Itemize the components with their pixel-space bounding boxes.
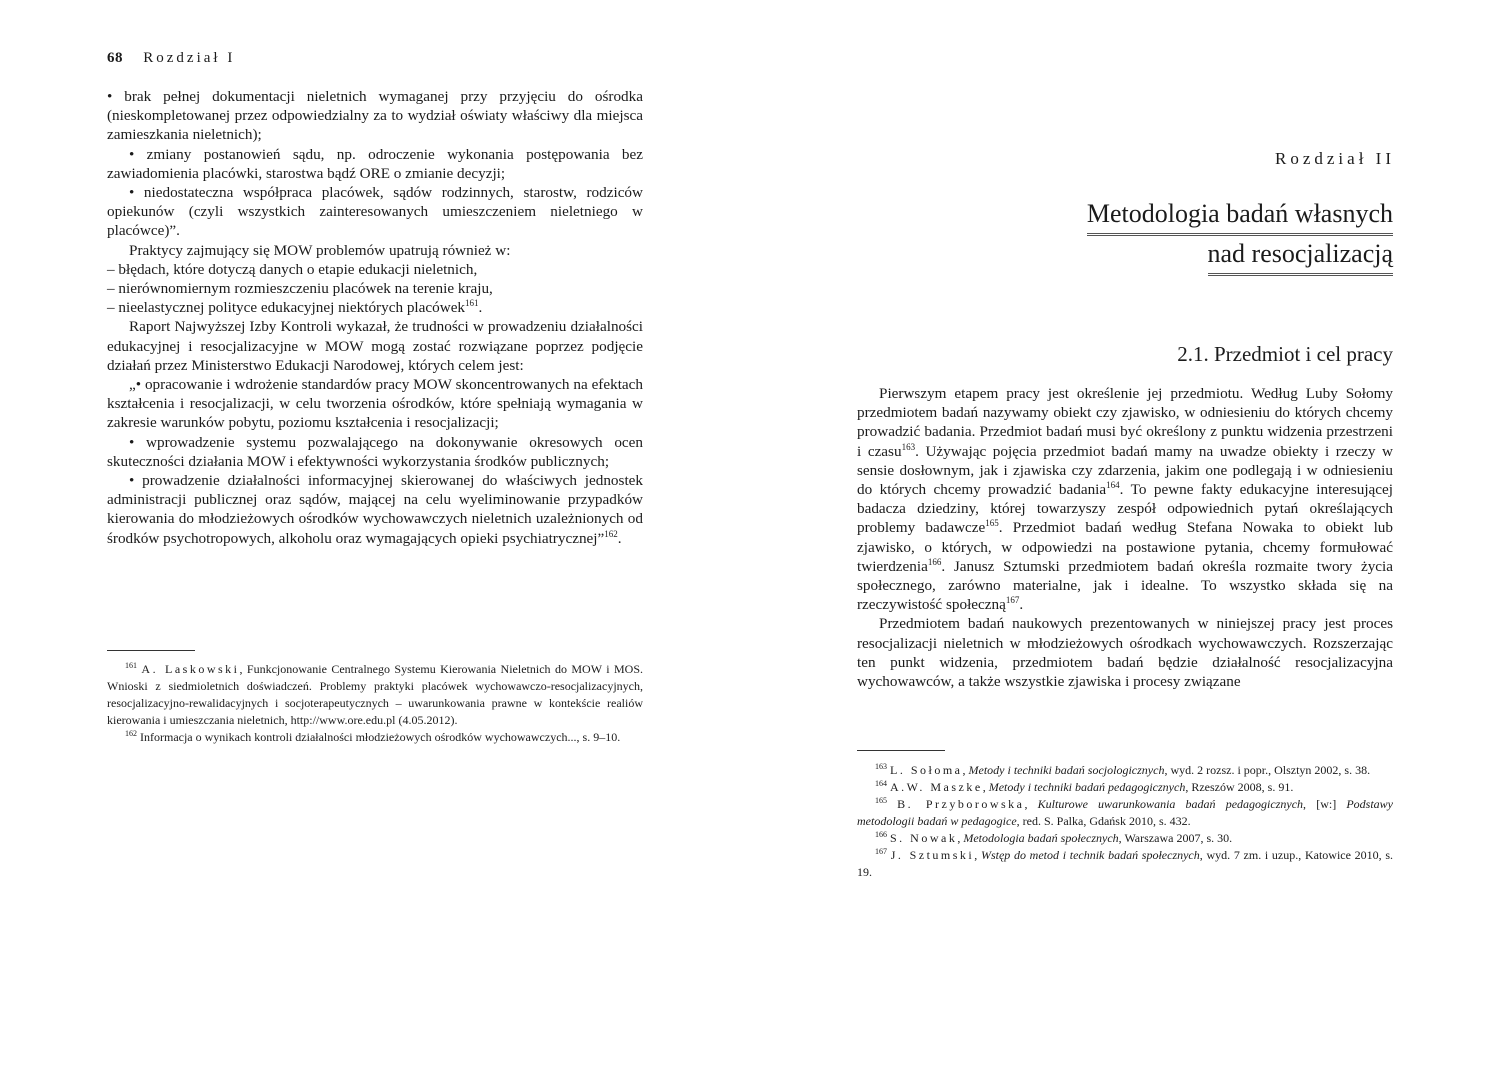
right-body-text: [857, 384, 1393, 691]
footnote-text: , Metody i techniki badań socjologicznych, wyd. 2 rozsz. i popr., Olsztyn 2002, s. 38.: [962, 763, 1371, 777]
chapter-title: [1087, 196, 1393, 276]
footnote-number: 161: [125, 661, 137, 670]
footnote-number: 164: [875, 779, 887, 788]
paragraph-text: – nieelastycznej polityce edukacyjnej niektórych placówek: [107, 299, 466, 317]
right-page: [750, 0, 1500, 1066]
paragraph: [107, 145, 643, 183]
paragraph: • prowadzenie działalności informacyjnej skierowanej do właściwych jednostek administracji publicznej oraz sądów, mającej na celu wyeliminowanie przypadków kierowania do młodzieżowych ośrodków wychowawczych nieletnich uzależnionych od środków psychotropowych, alkoholu oraz wymagających opieki psychiatrycznej”$^{162}$.: [107, 472, 643, 547]
paragraph-text: • zmiany postanowień sądu, np. odroczenie wykonania postępowania bez zawiadomienia placówki, starostwa bądź ORE o zmianie decyzji;: [107, 145, 643, 182]
paragraph: [107, 279, 643, 298]
footnote-number: 166: [875, 830, 887, 839]
paragraph: [107, 433, 643, 471]
paragraph-text: „• opracowanie i wdrożenie standardów pracy MOW skoncentrowanych na efektach kształcenia i resocjalizacji, w celu tworzenia ośrodków, które spełniają wymagania w zakresie warunków pobytu, poziomu kształcenia i resocjalizacji;: [107, 376, 643, 432]
footnote: $^{161}$ A. Laskowski, Funkcjonowanie Centralnego Systemu Kierowania Nieletnich do MOW i MOS. Wnioski z siedmioletnich doświadczeń. Problemy praktyki placówek wychowawczo-resocjalizacyjnych, resocjalizacyjno-rewalidacyjnych i socjoterapeutycznych – uwarunkowania prawne w kontekście realiów kierowania i umieszczania nieletnich, http://www.ore.edu.pl (4.05.2012).: [107, 661, 644, 727]
paragraph: [107, 260, 643, 279]
footnote-rule: [107, 650, 195, 651]
footnote-number: 165: [875, 796, 887, 805]
footnote-number: 167: [875, 847, 887, 856]
footnote-author: B. Przyborowska: [897, 797, 1025, 811]
right-footnotes: [857, 762, 1393, 881]
paragraph: [107, 183, 643, 241]
footnote-ref: 161: [465, 298, 479, 309]
footnote-rule: [857, 750, 945, 751]
paragraph: – nieelastycznej polityce edukacyjnej niektórych placówek$^{161}$.: [107, 298, 483, 317]
paragraph: Pierwszym etapem pracy jest określenie jej przedmiotu. Według Luby Sołomy przedmiotem badań nazywamy obiekt czy zjawisko, w odniesieniu do których chcemy prowadzić badania. Przedmiot badań musi być określony z punktu widzenia przestrzeni i czasu$^{163}$. Używając pojęcia przedmiot badań mamy na uwadze obiekty i rzeczy w sensie dosłownym, jak i zjawiska czy zdarzenia, jakim one podlegają i w odniesieniu do których chcemy prowadzić badania$^{164}$. To pewne fakty edukacyjne interesującej badacza dziedziny, której towarzyszy zespół odpowiednich pytań określających problemy badawcze$^{165}$. Przedmiot badań według Stefana Nowaka to obiekt lub zjawisko, o których, w odpowiedzi na postawione pytania, chcemy formułować twierdzenia$^{166}$. Janusz Sztumski przedmiotem badań określa rozmaite twory życia społecznego, zarówno materialne, jak i idealne. To wszystko składa się na rzeczywistość społeczną$^{167}$.: [857, 385, 1393, 614]
footnote: $^{162}$ Informacja o wynikach kontroli działalności młodzieżowych ośrodków wychowawczych..., s. 9–10.: [125, 729, 621, 744]
left-body-text: [107, 87, 643, 548]
paragraph: Przedmiotem badań naukowych prezentowanych w niniejszej pracy jest proces resocjalizacji nieletnich w młodzieżowych ośrodkach wychowawczych. Rozszerzając ten punkt widzenia, przedmiotem badań będzie działalność resocjalizacyjna wychowawców, a także wszystkie zjawiska i procesy związane: [857, 615, 1393, 691]
paragraph-text: • prowadzenie działalności informacyjnej skierowanej do właściwych jednostek administracji publicznej oraz sądów, mającej na celu wyeliminowanie przypadków kierowania do młodzieżowych ośrodków wychowawczych nieletnich uzależnionych od środków psychotropowych, alkoholu oraz wymagających opieki psychiatrycznej”: [107, 472, 643, 547]
running-head-title: Rozdział I: [143, 50, 236, 66]
paragraph-text: Raport Najwyższej Izby Kontroli wykazał, że trudności w prowadzeniu działalności edukacyjnej i resocjalizacyjne w MOW mogą zostać rozwiązane poprzez podjęcie działań przez Ministerstwo Edukacji Narodowej, których celem jest:: [107, 318, 643, 374]
footnote-number: 163: [875, 762, 887, 771]
paragraph: [107, 241, 643, 260]
section-title: 2.1. Przedmiot i cel pracy: [1177, 342, 1393, 366]
paragraph-text: • wprowadzenie systemu pozwalającego na dokonywanie okresowych ocen skuteczności działania MOW i efektywności wykorzystania środków publicznych;: [107, 433, 643, 470]
footnote-author: S. Nowak: [890, 831, 958, 845]
chapter-title-line: nad resocjalizacją: [1208, 236, 1394, 276]
footnote-number: 162: [125, 729, 137, 738]
paragraph: [107, 375, 643, 433]
page-number: 68: [107, 50, 123, 66]
chapter-title-line: Metodologia badań własnych: [1087, 196, 1393, 236]
footnote-ref: 162: [604, 528, 618, 539]
paragraph: [107, 317, 643, 375]
paragraph: [107, 87, 643, 145]
footnote-author: J. Sztumski: [890, 848, 975, 862]
footnote-text: , Wstęp do metod i technik badań społecznych, wyd. 7 zm. i uzup., Katowice 2010, s. 19.: [857, 848, 1393, 879]
paragraph-text: • niedostateczna współpraca placówek, sądów rodzinnych, starostw, rodziców opiekunów (czyli wszystkich zainteresowanych umieszczeniem nieletniego w placówce)”.: [107, 184, 643, 240]
paragraph-text: • brak pełnej dokumentacji nieletnich wymaganej przy przyjęciu do ośrodka (nieskompletowanej przez odpowiedzialny za to wydział oświaty właściwy dla miejsca zamieszkania nieletnich);: [107, 88, 643, 144]
footnote-text: , Metody i techniki badań pedagogicznych, Rzeszów 2008, s. 91.: [982, 780, 1294, 794]
footnote-author: A. Laskowski: [141, 662, 240, 676]
footnote: [857, 762, 1393, 779]
footnote-author: A.W. Maszke: [890, 780, 983, 794]
paragraph-text: – nierównomiernym rozmieszczeniu placówek na terenie kraju,: [107, 280, 493, 298]
footnote-text: , Kulturowe uwarunkowania badań pedagogicznych, [w:] Podstawy metodologii badań w pedagogice, red. S. Palka, Gdańsk 2010, s. 432.: [857, 797, 1394, 828]
left-footnotes: [107, 661, 643, 746]
footnote: [857, 779, 1393, 796]
paragraph-text: Praktycy zajmujący się MOW problemów upatrują również w:: [129, 241, 511, 259]
footnote: [857, 847, 1393, 881]
chapter-label: Rozdział II: [1275, 149, 1395, 168]
footnote: [857, 830, 1393, 847]
footnote-author: L. Sołoma: [890, 763, 963, 777]
footnote-text: , Metodologia badań społecznych, Warszawa 2007, s. 30.: [957, 831, 1233, 845]
paragraph-text: – błędach, które dotyczą danych o etapie edukacji nieletnich,: [107, 260, 478, 278]
footnote: [857, 796, 1393, 830]
running-header: [107, 50, 235, 67]
